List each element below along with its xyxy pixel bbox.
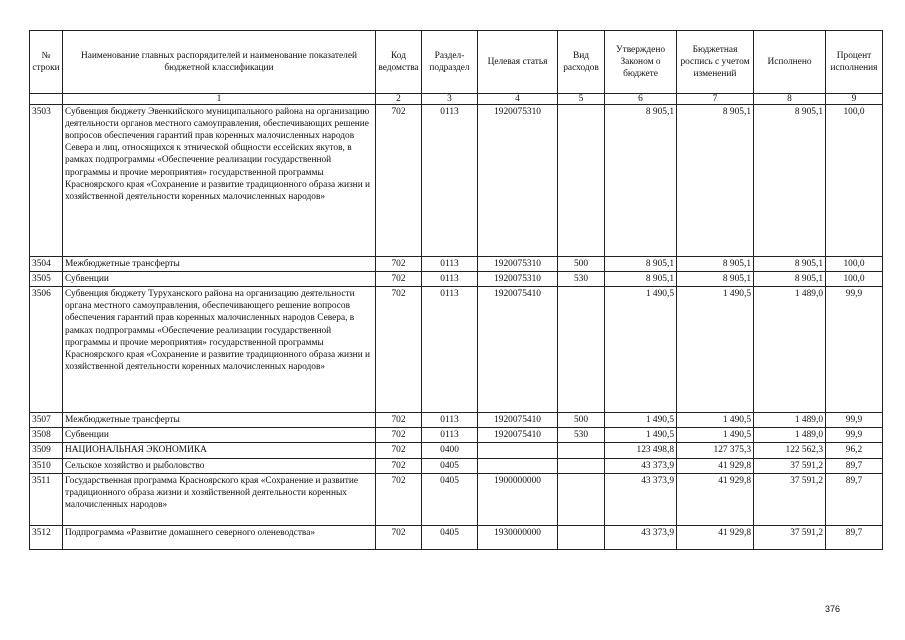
col-header-dept-code: Код ведомства <box>376 31 422 94</box>
row-section: 0113 <box>422 272 478 287</box>
row-approved: 1 490,5 <box>605 413 677 428</box>
row-name: Подпрограмма «Развитие домашнего северного оленеводства» <box>63 525 376 549</box>
row-executed: 8 905,1 <box>754 257 826 272</box>
row-number: 3503 <box>30 105 63 257</box>
row-executed: 1 489,0 <box>754 428 826 443</box>
row-name: Межбюджетные трансферты <box>63 413 376 428</box>
row-number: 3508 <box>30 428 63 443</box>
row-approved: 8 905,1 <box>605 272 677 287</box>
row-target: 1920075410 <box>478 413 558 428</box>
row-section: 0113 <box>422 287 478 413</box>
row-section: 0113 <box>422 257 478 272</box>
row-number: 3506 <box>30 287 63 413</box>
header-row <box>30 31 883 94</box>
row-percent: 99,9 <box>826 287 883 413</box>
row-expense-type <box>558 287 605 413</box>
row-percent: 100,0 <box>826 272 883 287</box>
row-dept-code: 702 <box>376 458 422 473</box>
column-number: 1 <box>63 94 376 105</box>
row-approved: 43 373,9 <box>605 458 677 473</box>
row-executed: 37 591,2 <box>754 525 826 549</box>
col-header-executed: Исполнено <box>754 31 826 94</box>
row-target: 1920075410 <box>478 287 558 413</box>
row-executed: 1 489,0 <box>754 287 826 413</box>
col-header-approved: Утверждено Законом о бюджете <box>605 31 677 94</box>
page-number: 376 <box>825 604 841 614</box>
row-dept-code: 702 <box>376 428 422 443</box>
row-schedule: 41 929,8 <box>677 458 754 473</box>
row-schedule: 8 905,1 <box>677 105 754 257</box>
row-schedule: 8 905,1 <box>677 257 754 272</box>
column-number: 3 <box>422 94 478 105</box>
row-percent: 99,9 <box>826 413 883 428</box>
table-row <box>30 525 883 549</box>
row-schedule: 8 905,1 <box>677 272 754 287</box>
row-expense-type <box>558 473 605 525</box>
table-row <box>30 443 883 458</box>
row-target <box>478 443 558 458</box>
row-expense-type <box>558 443 605 458</box>
row-executed: 1 489,0 <box>754 413 826 428</box>
col-header-percent: Процент исполнения <box>826 31 883 94</box>
row-dept-code: 702 <box>376 287 422 413</box>
row-target: 1930000000 <box>478 525 558 549</box>
row-name: Межбюджетные трансферты <box>63 257 376 272</box>
row-expense-type: 530 <box>558 428 605 443</box>
column-number: 4 <box>478 94 558 105</box>
row-executed: 8 905,1 <box>754 105 826 257</box>
row-target <box>478 458 558 473</box>
row-executed: 37 591,2 <box>754 458 826 473</box>
table-row <box>30 428 883 443</box>
row-percent: 100,0 <box>826 105 883 257</box>
row-section: 0113 <box>422 428 478 443</box>
row-target: 1920075310 <box>478 105 558 257</box>
row-number: 3504 <box>30 257 63 272</box>
table-row <box>30 473 883 525</box>
row-executed: 8 905,1 <box>754 272 826 287</box>
row-schedule: 127 375,3 <box>677 443 754 458</box>
column-number: 9 <box>826 94 883 105</box>
col-header-expense-type: Вид расходов <box>558 31 605 94</box>
column-number: 7 <box>677 94 754 105</box>
row-name: Субвенции <box>63 272 376 287</box>
row-name: Субвенции <box>63 428 376 443</box>
row-name: Сельское хозяйство и рыболовство <box>63 458 376 473</box>
table-row <box>30 287 883 413</box>
row-approved: 43 373,9 <box>605 525 677 549</box>
row-schedule: 1 490,5 <box>677 413 754 428</box>
table-row <box>30 257 883 272</box>
row-dept-code: 702 <box>376 257 422 272</box>
row-section: 0400 <box>422 443 478 458</box>
row-target: 1920075310 <box>478 272 558 287</box>
row-schedule: 1 490,5 <box>677 287 754 413</box>
row-name: Государственная программа Красноярского края «Сохранение и развитие традиционного образа жизни и хозяйственной деятельности коренных малочисленных народов» <box>63 473 376 525</box>
row-section: 0405 <box>422 473 478 525</box>
row-percent: 89,7 <box>826 525 883 549</box>
col-header-row-no: № строки <box>30 31 63 94</box>
row-percent: 89,7 <box>826 458 883 473</box>
column-number: 8 <box>754 94 826 105</box>
column-number: 6 <box>605 94 677 105</box>
row-approved: 123 498,8 <box>605 443 677 458</box>
row-schedule: 41 929,8 <box>677 473 754 525</box>
table-row <box>30 458 883 473</box>
row-target: 1920075410 <box>478 428 558 443</box>
row-approved: 8 905,1 <box>605 105 677 257</box>
row-percent: 100,0 <box>826 257 883 272</box>
row-percent: 99,9 <box>826 428 883 443</box>
row-dept-code: 702 <box>376 525 422 549</box>
row-approved: 8 905,1 <box>605 257 677 272</box>
row-percent: 89,7 <box>826 473 883 525</box>
row-section: 0405 <box>422 525 478 549</box>
row-section: 0405 <box>422 458 478 473</box>
row-number: 3507 <box>30 413 63 428</box>
row-expense-type: 530 <box>558 272 605 287</box>
row-expense-type: 500 <box>558 413 605 428</box>
col-header-section: Раздел-подраздел <box>422 31 478 94</box>
col-header-budget-schedule: Бюджетная роспись с учетом изменений <box>677 31 754 94</box>
row-dept-code: 702 <box>376 105 422 257</box>
budget-execution-table <box>29 30 883 550</box>
row-section: 0113 <box>422 105 478 257</box>
column-number: 5 <box>558 94 605 105</box>
col-header-name: Наименование главных распорядителей и наименование показателей бюджетной классификации <box>63 31 376 94</box>
row-approved: 1 490,5 <box>605 428 677 443</box>
row-name: Субвенция бюджету Эвенкийского муниципального района на организацию деятельности органов местного самоуправления, обеспечивающих решение вопросов обеспечения гарантий прав коренных малочисленных народов Севера и лиц, относящихся к этнической общности ессейских якутов, в рамках подпрограммы «Обеспечение реализации государственной программы и прочие мероприятия» государственной программы Красноярского края «Сохранение и развитие традиционного образа жизни и хозяйственной деятельности коренных малочисленных народов» <box>63 105 376 257</box>
row-expense-type <box>558 105 605 257</box>
row-number: 3509 <box>30 443 63 458</box>
column-number: 2 <box>376 94 422 105</box>
row-percent: 96,2 <box>826 443 883 458</box>
table-row <box>30 105 883 257</box>
row-approved: 43 373,9 <box>605 473 677 525</box>
row-number: 3511 <box>30 473 63 525</box>
row-dept-code: 702 <box>376 272 422 287</box>
row-name: Субвенция бюджету Туруханского района на организацию деятельности органа местного самоуправления, обеспечивающего решение вопросов обеспечения гарантий прав коренных малочисленных народов Севера, в рамках подпрограммы «Обеспечение реализации государственной программы и прочие мероприятия» государственной программы Красноярского края «Сохранение и развитие традиционного образа жизни и хозяйственной деятельности коренных малочисленных народов» <box>63 287 376 413</box>
row-dept-code: 702 <box>376 443 422 458</box>
row-expense-type: 500 <box>558 257 605 272</box>
row-dept-code: 702 <box>376 413 422 428</box>
row-dept-code: 702 <box>376 473 422 525</box>
row-section: 0113 <box>422 413 478 428</box>
row-name: НАЦИОНАЛЬНАЯ ЭКОНОМИКА <box>63 443 376 458</box>
row-target: 1900000000 <box>478 473 558 525</box>
row-number: 3510 <box>30 458 63 473</box>
row-expense-type <box>558 525 605 549</box>
row-target: 1920075310 <box>478 257 558 272</box>
row-number: 3512 <box>30 525 63 549</box>
row-approved: 1 490,5 <box>605 287 677 413</box>
row-schedule: 41 929,8 <box>677 525 754 549</box>
table-row <box>30 272 883 287</box>
row-executed: 37 591,2 <box>754 473 826 525</box>
column-number <box>30 94 63 105</box>
row-schedule: 1 490,5 <box>677 428 754 443</box>
row-number: 3505 <box>30 272 63 287</box>
column-number-row <box>30 94 883 105</box>
col-header-target: Целевая статья <box>478 31 558 94</box>
table-row <box>30 413 883 428</box>
row-expense-type <box>558 458 605 473</box>
row-executed: 122 562,3 <box>754 443 826 458</box>
